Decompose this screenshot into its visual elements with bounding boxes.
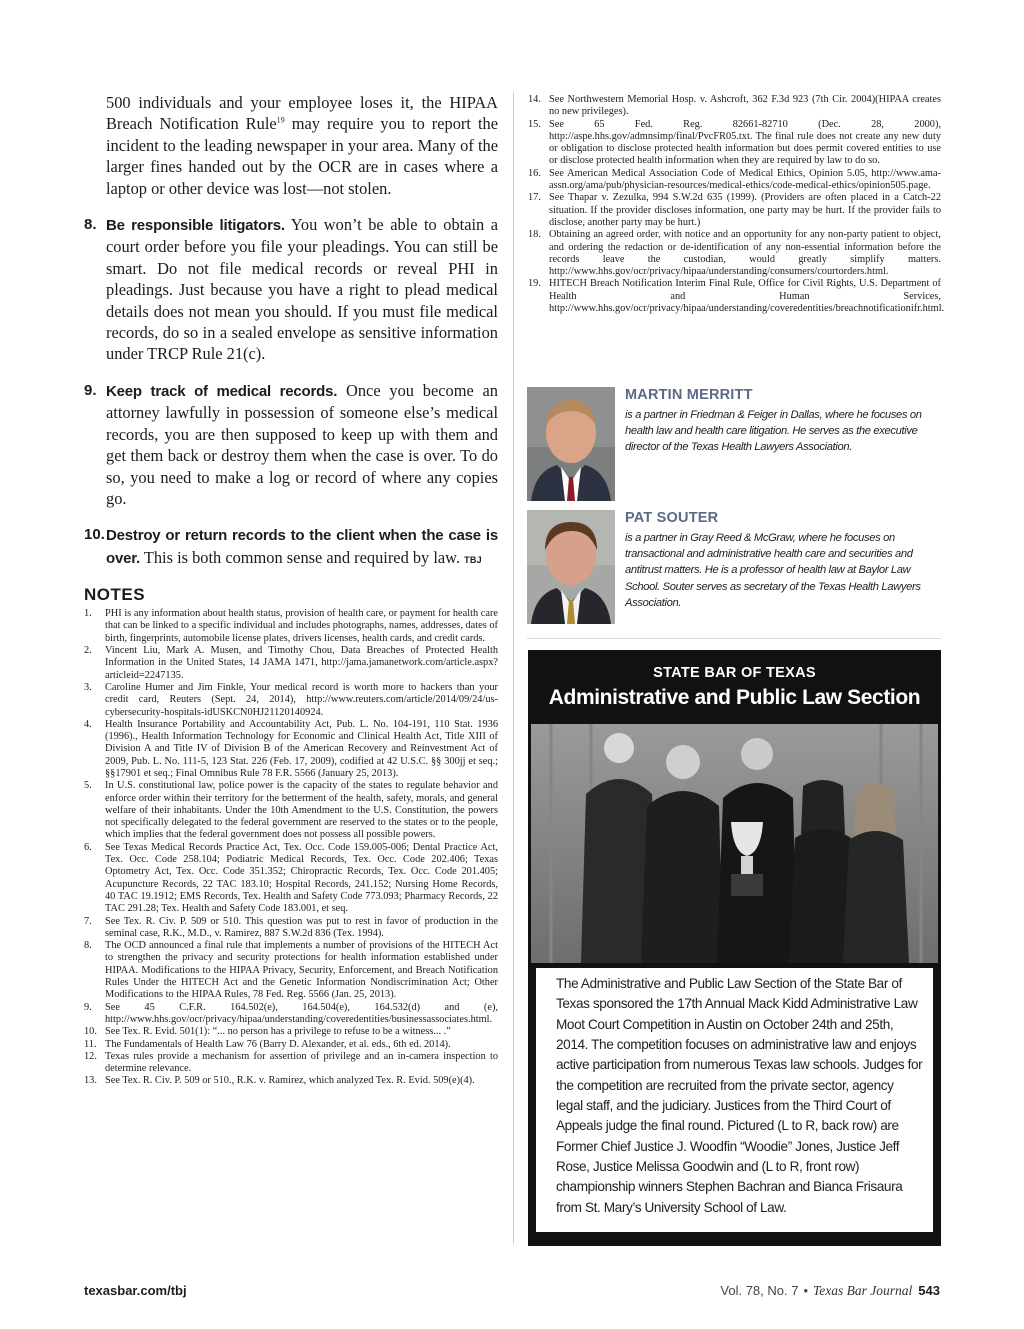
footnote-item: [528, 119, 941, 168]
item-paragraph: [106, 214, 498, 365]
footnote-text: Texas rules provide a mechanism for assertion of privilege and an in-camera inspection to determine relevance.: [105, 1050, 498, 1075]
item-heading: Destroy or return records to the client when the case is over.: [106, 527, 498, 567]
item-body: Once you become an attorney lawfully in possession of someone else’s medical records, you are then supposed to keep up with them and get them back or destroy them when the case is over. To do so, you need to make a log or record of where any copies go.: [106, 380, 498, 508]
page-number: 543: [918, 1283, 940, 1298]
list-item-9: [84, 380, 498, 509]
footnote-text: See Northwestern Memorial Hosp. v. Ashcroft, 362 F.3d 923 (7th Cir. 2004)(HIPAA creates no new privileges).: [549, 94, 941, 118]
footnote-item: [84, 940, 498, 1001]
item-body: You won’t be able to obtain a court order before you file your pleadings. You can still be smart. Do not file medical records or reveal PHI in pleadings. Just because you have a right to plead medical details does not mean you should. If you must file medical records, do so in a sealed envelope as sensitive information under TRCP Rule 21(c).: [106, 215, 498, 364]
footnote-item: [84, 1002, 498, 1027]
footnote-text: See Texas Medical Records Practice Act, Tex. Occ. Code 159.005-006; Dental Practice Act, Tex. Occ. Code 258.104; Podiatric Medical Records, Tex. Occ. Code 202.406; Texas Optometry Act, Tex. Occ. Code 351.352; Chiropractic Records, Tex. Occ. Code 201.405; Acupuncture Records, 22 TAC 183.10; Hospital Records, 241.152; Nursing Home Records, 40 TAC 19.1912; EMS Records, Tex. Health and Safety Code 773.093; Pharmacy Records, 22 TAC 291.28; Tex. Health and Safety Code 183.001, et seq.: [105, 841, 498, 915]
left-column: [84, 92, 498, 1088]
section-sidebar-box: [528, 650, 941, 1246]
footnote-item: [84, 1026, 498, 1038]
footnote-number: 3.: [84, 681, 92, 693]
footnote-number: 7.: [84, 915, 92, 927]
list-item-8: [84, 214, 498, 365]
footnote-item: [84, 1075, 498, 1087]
footnote-text: Caroline Humer and Jim Finkle, Your medical record is worth more to hackers than your credit card, Reuters (Sept. 24, 2014), http://www.reuters.com/article/2014/09/24/us-cybersecurity-hospitals-idUSKCN0HJ21120140924.: [105, 681, 498, 718]
footnote-item: [84, 608, 498, 645]
footer-folio: [720, 1283, 940, 1299]
footnote-item: [528, 192, 941, 229]
portrait-image: [527, 510, 615, 624]
footnote-number: 5.: [84, 780, 92, 792]
footnote-number: 10.: [84, 1026, 97, 1038]
footnote-text: HITECH Breach Notification Interim Final Rule, Office for Civil Rights, U.S. Department of Health and Human Services, http://www.hhs.gov/ocr/privacy/hipaa/understanding/coveredentities/breachnotificationifr.html.: [549, 278, 945, 315]
footnote-text: The OCD announced a final rule that implements a number of provisions of the HITECH Act to strengthen the privacy and security protections for health information established under HIPAA. Modifications to the HIPAA Privacy, Security, Enforcement, and Breach Notification Rules Under the HITECH Act and the Genetic Information Nondiscrimination Act; Other Modifications to the HIPAA Rules, 78 Fed. Reg. 5566 (Jan. 25, 2013).: [105, 940, 498, 1001]
intro-text-continued: may require you to report the incident to the leading newspaper in your area. Many of the larger fines handed out by the OCR are in cases where a laptop or other device was lost—not stolen.: [106, 114, 499, 198]
item-number: 10.: [84, 526, 105, 544]
footnote-text: Obtaining an agreed order, with notice and an opportunity for any non-party patient to object, and ordering the redaction or de-identification of any non-essential information before the records leave the custodian, would greatly simplify matters. http://www.hhs.gov/ocr/privacy/hipaa/understanding/consumers/courtorders.html.: [549, 229, 941, 278]
sidebar-caption-panel: [536, 968, 933, 1232]
footnote-item: [84, 645, 498, 682]
footnote-number: 14.: [528, 94, 541, 105]
footnote-text: See Tex. R. Civ. P. 509 or 510., R.K. v. Ramirez, which analyzed Tex. R. Evid. 509(e)(4).: [105, 1075, 475, 1087]
tbj-end-mark: TBJ: [464, 554, 482, 565]
notes-list-right: [528, 94, 945, 315]
footnote-text: Health Insurance Portability and Accountability Act, Pub. L. No. 104-191, 110 Stat. 1936 (1996)., Health Information Technology for Economic and Clinical Health Act, Title XIII of Division A and Title IV of Division B of the American Recovery and Reinvestment Act of 2009, Pub. L. No. 111-5, 123 Stat. 226 (Feb. 17, 2009), codified at 42 U.S.C. §§ 300jj et seq.; §§17901 et seq.; Final Omnibus Rule 78 F.R. 5566 (January 25, 2013).: [105, 718, 498, 779]
footnote-number: 8.: [84, 940, 92, 952]
footnote-ref: 19: [276, 115, 285, 125]
footnote-item: [84, 719, 498, 780]
footer-bullet: •: [803, 1283, 809, 1298]
footnote-item: [84, 1039, 498, 1051]
item-body: This is both common sense and required by law.: [140, 547, 461, 567]
notes-continued: [528, 94, 945, 315]
footnote-item: [84, 682, 498, 719]
footnote-text: Vincent Liu, Mark A. Musen, and Timothy Chou, Data Breaches of Protected Health Information in the United States, 14 JAMA 1471, http://jama.jamanetwork.com/article.aspx?articleid=2247135.: [105, 645, 498, 681]
column-divider: [513, 92, 514, 1244]
footnote-text: In U.S. constitutional law, police power is the capacity of the states to regulate behavior and enforce order within their territory for the betterment of the health, safety, morals, and general welfare of their inhabitants. Under the 10th Amendment to the U.S. Constitution, the powers not specifically delegated to the federal government are reserved to the states or to the people, which implies that the federal government does not possess all possible powers.: [105, 780, 498, 841]
footnote-text: See American Medical Association Code of Medical Ethics, Opinion 5.05, http://www.ama-assn.org/ama/pub/physician-resources/medical-ethics/code-medical-ethics/opinion505.page.: [549, 167, 941, 192]
item-paragraph: [106, 380, 498, 509]
footnote-text: PHI is any information about health status, provision of health care, or payment for health care that can be linked to a specific individual and includes photographs, names, addresses, dates of birth, fingerprints, automobile license plates, drivers licenses, health cards, and credit cards.: [105, 608, 498, 644]
group-photo: [531, 724, 938, 963]
footer-journal: Texas Bar Journal: [813, 1283, 913, 1298]
footnote-number: 11.: [84, 1038, 97, 1050]
footnote-text: See 45 C.F.R. 164.502(e), 164.504(e), 164.532(d) and (e), http://www.hhs.gov/ocr/privacy/hipaa/understanding/coveredentities/businessassociates.html.: [105, 1001, 498, 1025]
intro-paragraph: [84, 92, 498, 199]
footnote-number: 2.: [84, 645, 92, 657]
footnote-text: See Tex. R. Evid. 501(1): “... no person has a privilege to refuse to be a witness... .”: [105, 1026, 451, 1038]
sidebar-caption: The Administrative and Public Law Section of the State Bar of Texas sponsored the 17th Annual Mack Kidd Administrative Law Moot Court Competition in Austin on October 24th and 25th, 2014. The competition focuses on administrative law and enjoys active participation from numerous Texas law schools. Judges for the competition are recruited from the private sector, agency legal staff, and the judiciary. Justices from the Third Court of Appeals judge the final round. Pictured (L to R, back row) are Former Chief Justice J. Woodfin “Woodie” Jones, Justice Jeff Rose, Justice Melissa Goodwin and (L to R, front row) championship winners Stephen Bachran and Bianca Frisaura from St. Mary’s University School of Law.: [556, 976, 923, 1215]
sidebar-title: Administrative and Public Law Section: [548, 686, 921, 709]
footnote-number: 6.: [84, 841, 92, 853]
footer-volume: Vol. 78, No. 7: [720, 1283, 799, 1298]
author-bio-text: is a partner in Friedman & Feiger in Dallas, where he focuses on health law and health care litigation. He serves as the executive director of the Texas Health Lawyers Association.: [625, 409, 922, 454]
notes-list-left: [84, 608, 498, 1088]
author-photo-souter: [527, 510, 615, 624]
footnote-item: [528, 168, 941, 193]
footnote-item: [84, 1051, 498, 1076]
item-number: 8.: [84, 216, 97, 234]
list-item-10: [84, 524, 498, 571]
footnote-number: 4.: [84, 718, 92, 730]
footnote-text: See Thapar v. Zezulka, 994 S.W.2d 635 (1999). (Providers are often placed in a Catch-22 situation. If the provider discloses information, one party may be hurt. If the provider fails to disclose, another party may be hurt.): [549, 192, 941, 228]
footnote-text: See Tex. R. Civ. P. 509 or 510. This question was put to rest in favor of production in the seminal case, R.K., M.D., v. Ramirez, 887 S.W.2d 836 (Tex. 1994).: [105, 915, 498, 939]
footnote-item: [84, 780, 498, 841]
footnote-number: 15.: [528, 118, 541, 130]
item-heading: Be responsible litigators.: [106, 217, 285, 235]
section-divider: [527, 638, 941, 639]
author-name: MARTIN MERRITT: [625, 387, 753, 403]
footnote-number: 16.: [528, 167, 541, 179]
group-photo-image: [531, 724, 938, 963]
item-number: 9.: [84, 381, 97, 399]
footnote-number: 9.: [84, 1001, 92, 1013]
portrait-image: [527, 387, 615, 501]
footnote-item: [84, 916, 498, 941]
notes-heading: NOTES: [84, 585, 146, 605]
author-bio-text: is a partner in Gray Reed & McGraw, where he focuses on transactional and administrative health care and securities and antitrust matters. He is a professor of health law at Baylor Law School. Souter serves as secretary of the Texas Health Lawyers Association.: [625, 532, 921, 609]
intro-text: 500 individuals and your employee loses it, the HIPAA Breach Notification Rule: [106, 93, 498, 134]
footnote-text: See 65 Fed. Reg. 82661-82710 (Dec. 28, 2000), http://aspe.hhs.gov/admnsimp/final/PvcFR05.txt. The final rule does not create any new duty or obligation to disclose protected health information but does permit covered entities to use or disclose protected health information when they are required by law to do so.: [549, 118, 941, 167]
footnote-item: [528, 94, 941, 119]
item-heading: Keep track of medical records.: [106, 382, 338, 400]
author-bio-merritt: [527, 387, 941, 497]
footnote-number: 18.: [528, 229, 541, 241]
author-name: PAT SOUTER: [625, 510, 719, 526]
author-bio-souter: [527, 510, 941, 620]
author-photo-merritt: [527, 387, 615, 501]
footnote-number: 13.: [84, 1075, 97, 1087]
footer-site-link[interactable]: texasbar.com/tbj: [84, 1283, 187, 1298]
footnote-text: The Fundamentals of Health Law 76 (Barry D. Alexander, et al. eds., 6th ed. 2014).: [105, 1038, 451, 1050]
footnote-number: 17.: [528, 192, 541, 204]
sidebar-kicker: STATE BAR OF TEXAS: [653, 665, 816, 681]
footnote-item: [528, 229, 941, 278]
footnote-number: 19.: [528, 278, 541, 290]
footnote-number: 12.: [84, 1050, 97, 1062]
footnote-number: 1.: [84, 608, 92, 620]
footnote-item: [84, 842, 498, 916]
item-paragraph: [106, 524, 498, 571]
footnote-item: [528, 278, 945, 315]
